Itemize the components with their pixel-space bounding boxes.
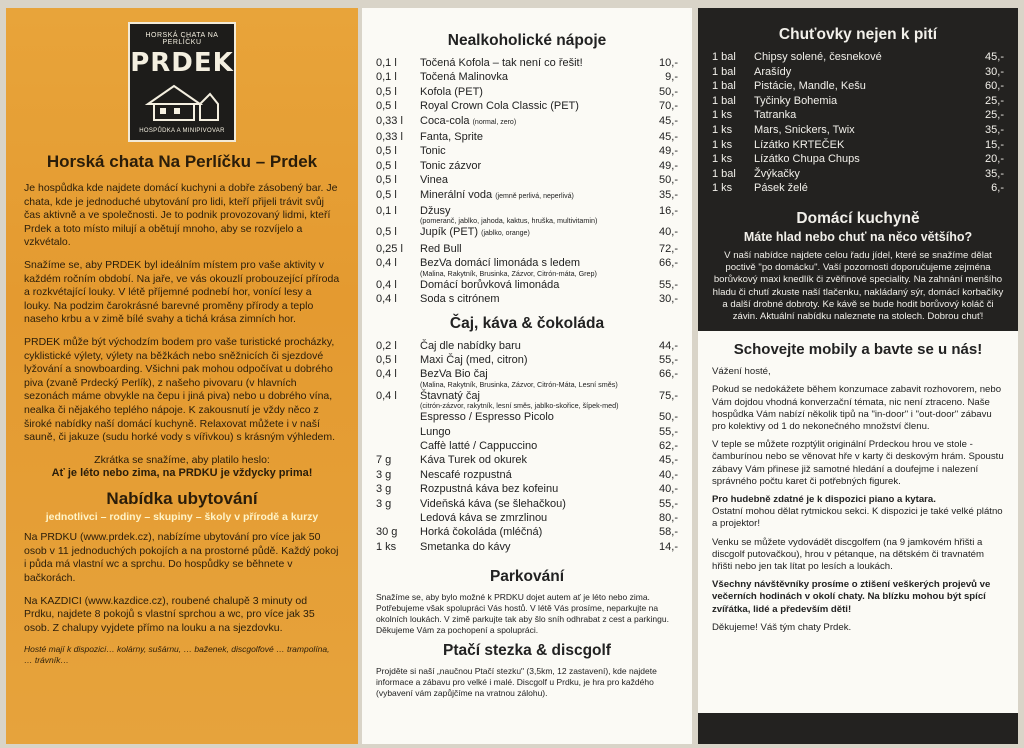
item-name: Káva Turek od okurek: [420, 454, 528, 467]
item-quantity: [376, 511, 420, 525]
parking-text: Snažíme se, aby bylo možné k PRDKU dojet autem ať je léto nebo zima. Potřebujeme však spolupráci Vás hostů. V létě Vás prosíme, neparkujte na okolních loukách. V zimě parkujte tak aby šlo sníh odhrabat z cest a parkingu. Děkujeme Vám za pochopení a spolupráci.: [376, 592, 669, 636]
item-quantity: 0,5 l: [376, 226, 397, 239]
menu-item-row: [376, 99, 678, 113]
item-quantity: 0,5 l: [376, 100, 397, 113]
item-name: Ledová káva se zmrzlinou: [420, 511, 548, 524]
about-panel: [6, 8, 358, 744]
item-price: 55,-: [659, 497, 678, 510]
item-quantity: 1 ks: [376, 540, 397, 553]
item-description: (citrón-zázvor, rakytník, lesní směs, jablko-skořice, šípek-med): [420, 401, 619, 411]
item-name: Pásek želé: [754, 182, 808, 195]
phones-box: [698, 331, 1018, 713]
item-quantity: 30 g: [376, 526, 398, 539]
item-price: 55,-: [659, 278, 678, 291]
phones-paragraph-3: Ostatní mohou dělat rytmickou sekci. K dispozici je také velké plátno a projektor!: [712, 506, 1003, 530]
logo-name: PRDEK: [130, 48, 234, 78]
item-price: 35,-: [985, 123, 1004, 136]
item-quantity: 0,1 l: [376, 57, 397, 69]
phones-paragraph-1: Pokud se nedokážete během konzumace zabavit rozhovorem, nebo Vám dojdou vhodná konverzační témata, nic není ztraceno. Naše hospůdka Vám nabízí několik tipů na "in-door" i "out-door" zábavu pro kolektivy od 1 do nekonečného množství členu.: [712, 384, 1002, 432]
item-name: Tonic zázvor: [420, 159, 482, 172]
item-description: (pomeranč, jablko, jahoda, kaktus, hruška, multivitamin): [420, 216, 598, 226]
item-name: Štavnatý čaj: [420, 389, 480, 402]
menu-item-row: [376, 339, 678, 353]
item-quantity: [376, 439, 420, 453]
item-quantity: 0,4 l: [376, 389, 397, 402]
bird-path-title: Ptačí stezka & discgolf: [443, 642, 611, 660]
item-name: Žvýkačky: [754, 167, 800, 180]
phones-title: Schovejte mobily a bavte se u nás!: [733, 341, 983, 359]
menu-item-row: [376, 114, 678, 130]
item-name: Mars, Snickers, Twix: [754, 123, 855, 136]
item-price: 16,-: [659, 205, 678, 218]
item-quantity: 0,5 l: [376, 174, 397, 187]
menu-item-row: [376, 242, 678, 256]
item-name: Nescafé rozpustná: [420, 468, 512, 481]
menu-item-row: [376, 130, 678, 144]
item-price: 45,-: [659, 114, 678, 127]
phones-paragraph-4: Venku se můžete vydovádět discgolfem (na 9 jamkovém hřišti a discgolf putovačkou), hrou v pétanque, na dětském či travnatém hřišti nebo jen tak lítat po lesích a loukách.: [712, 536, 984, 572]
item-name: Pistácie, Mandle, Kešu: [754, 80, 866, 93]
item-quantity: 3 g: [376, 483, 392, 496]
kitchen-title: Domácí kuchyně: [796, 209, 920, 227]
item-quantity: 0,25 l: [376, 242, 403, 255]
menu-item-row: [376, 482, 678, 496]
item-price: 44,-: [659, 339, 678, 352]
menu-item-row: [376, 540, 678, 554]
item-quantity: 0,5 l: [376, 145, 397, 158]
item-quantity: 1 bal: [712, 80, 736, 93]
item-price: 40,-: [659, 226, 678, 239]
soft-drinks-list: [376, 56, 678, 307]
item-name: Jupík (PET): [420, 226, 479, 239]
menu-item-row: [376, 410, 678, 424]
kitchen-subtitle: Máte hlad nebo chuť na něco většího?: [743, 229, 973, 244]
bird-path-text: Projděte si naší „naučnou Ptačí stezku" (3,5km, 12 zastavení), kde najdete informace a zábavu pro velké i malé. Discgolf u Prdku, je hra pro každého (vybavení vám zapůjčíme na vratnou zálohu).: [376, 666, 657, 699]
item-name: Fanta, Sprite: [420, 131, 483, 144]
item-price: 66,-: [659, 368, 678, 381]
item-price: 35,-: [985, 167, 1004, 180]
item-price: 10,-: [659, 57, 678, 69]
menu-item-row: [376, 511, 678, 525]
item-note: (jemně perlivá, neperlivá): [495, 192, 574, 200]
item-price: 75,-: [659, 389, 678, 402]
item-name: Maxi Čaj (med, citron): [420, 353, 528, 366]
menu-item-row: [712, 108, 1004, 123]
item-price: 35,-: [659, 188, 678, 201]
item-price: 45,-: [985, 51, 1004, 63]
about-paragraph-1: Je hospůdka kde najdete domácí kuchyni a dobře zásobený bar. Je chata, kde je jednoduché ubytování pro lidi, kteří přijeli trávit svůj čas aktivně a ve společnosti. Je to podnik provozovaný lidmi, kteří Prdek a toto místo milují a obětují mnoho, aby se rozvíjelo a vzkvétalo.: [24, 182, 338, 249]
soft-drinks-title: Nealkoholické nápoje: [447, 32, 607, 49]
item-price: 49,-: [659, 145, 678, 158]
phones-greeting: Vážení hosté,: [712, 366, 771, 378]
menu-item-row: [712, 65, 1004, 80]
menu-item-row: [376, 292, 678, 306]
item-quantity: 1 ks: [712, 153, 733, 166]
item-price: 55,-: [659, 425, 678, 438]
about-paragraph-3: PRDEK může být východzím bodem pro vaše turistické procházky, cyklistické výlety, výlety na běžkách nebo sněžnicích či sjezdové lyžování a snowboarding. Všichni pak mohou odpočívat u dobrého piva (zvaně Prdecký Perlík), z našeho pivovaru (v hlavních sezonách máme obvykle na čepu i jiná piva) nebo u dobrého vína, nealka či nějakého teplého nápoje. K zakousnutí je vždy něco z široké nabídky naší domácí kuchyně. Relaxovat můžete i v naší sauně, či jakuze (sudu horké vody s vířivkou) s krásným výhledem.: [24, 335, 336, 444]
item-name: Minerální voda: [420, 188, 493, 201]
item-name: Horká čokoláda (mléčná): [420, 526, 543, 539]
menu-item-row: [376, 173, 678, 187]
item-quantity: 0,1 l: [376, 71, 397, 84]
menu-item-row: [712, 50, 1004, 65]
item-quantity: 0,5 l: [376, 353, 397, 366]
item-quantity: 0,4 l: [376, 293, 397, 306]
item-name: Čaj dle nabídky baru: [420, 339, 521, 352]
item-quantity: 1 bal: [712, 94, 736, 107]
item-quantity: 0,4 l: [376, 257, 397, 270]
item-name: Lungo: [420, 425, 451, 438]
item-quantity: 1 bal: [712, 65, 736, 78]
menu-item-row: [376, 453, 678, 467]
item-quantity: 1 ks: [712, 123, 733, 136]
item-name: Tyčinky Bohemia: [754, 94, 838, 107]
item-name: Videňská káva (se šlehačkou): [420, 497, 566, 510]
item-name: Lízátko Chupa Chups: [754, 153, 860, 166]
accommodation-title: Nabídka ubytování: [106, 489, 258, 509]
hot-drinks-list: [376, 339, 678, 555]
item-name: Red Bull: [420, 242, 462, 255]
item-quantity: 1 ks: [712, 109, 733, 122]
item-name: BezVa domácí limonáda s ledem: [420, 257, 580, 270]
snacks-list: [712, 50, 1004, 196]
accommodation-prdek: Na PRDKU (www.prdek.cz), nabízíme ubytování pro více jak 50 osob v 11 jednoduchých pokojích a na prostorné půdě. Každý pokoj i půda má vlastní wc a sprchu. Do hospůdky se běhnete v bačkorách.: [24, 531, 339, 585]
item-price: 14,-: [659, 540, 678, 553]
motto: Ať je léto nebo zima, na PRDKU je vždycky prima!: [51, 467, 313, 480]
item-name: BezVa Bio čaj: [420, 368, 488, 381]
item-quantity: 0,33 l: [376, 114, 403, 127]
item-price: 45,-: [659, 454, 678, 467]
menu-item-row: [376, 439, 678, 453]
prdek-logo: [128, 22, 236, 142]
item-price: 40,-: [659, 483, 678, 496]
item-name: Chipsy solené, česnekové: [754, 51, 882, 63]
item-price: 20,-: [985, 153, 1004, 166]
item-name: Tonic: [420, 145, 446, 158]
item-price: 66,-: [659, 257, 678, 270]
item-price: 50,-: [659, 85, 678, 98]
menu-item-row: [712, 138, 1004, 153]
item-name: Rozpustná káva bez kofeinu: [420, 483, 559, 496]
menu-item-row: [376, 353, 678, 367]
item-name: Royal Crown Cola Classic (PET): [420, 100, 579, 113]
menu-item-row: [712, 94, 1004, 109]
menu-item-row: [376, 225, 678, 241]
about-paragraph-2: Snažíme se, aby PRDEK byl ideálním místem pro vaše aktivity v každém ročním období. Na jaře, ve vás okouzlí probouzející příroda a rozkvétající louky. V létě příjemné podnebí hor, vonící lesy a louky. Na podzim čarokrásné barevné proměny přírody a teplo naseho krbu a v zimě bílé svahy a tichá krása zimních hor.: [24, 258, 340, 326]
menu-item-row: [712, 167, 1004, 182]
item-quantity: 1 ks: [712, 138, 733, 151]
item-name: Coca-cola: [420, 114, 470, 127]
item-name: Vinea: [420, 174, 448, 187]
menu-item-row: [376, 278, 678, 292]
item-price: 80,-: [659, 511, 678, 524]
item-quantity: 1 bal: [712, 51, 736, 63]
item-name: Kofola (PET): [420, 85, 483, 98]
item-note: (jablko, orange): [481, 230, 530, 238]
phones-paragraph-3-bold: Pro hudebně zdatné je k dispozici piano a kytara.: [712, 493, 936, 505]
menu-item-row: [376, 85, 678, 99]
item-quantity: [376, 425, 420, 439]
item-price: 49,-: [659, 159, 678, 172]
item-name: Espresso / Espresso Picolo: [420, 411, 554, 424]
menu-item-row: [376, 144, 678, 158]
snacks-panel: [698, 8, 1018, 744]
item-price: 25,-: [985, 94, 1004, 107]
hot-drinks-title: Čaj, káva & čokoláda: [449, 314, 605, 332]
logo-bottom-text: HOSPŮDKA A MINIPIVOVAR: [139, 128, 225, 134]
item-name: Domácí borůvková limonáda: [420, 278, 560, 291]
item-quantity: 3 g: [376, 468, 392, 481]
item-price: 9,-: [665, 71, 678, 84]
snacks-title: Chuťovky nejen k pití: [778, 26, 938, 43]
item-description: (Malina, Rakytník, Brusinka, Zázvor, Citrón-Máta, Lesní směs): [420, 379, 618, 389]
menu-item-row: [376, 525, 678, 539]
about-paragraph-4: Zkrátka se snažíme, aby platilo heslo:: [94, 453, 270, 466]
item-price: 60,-: [985, 80, 1004, 93]
menu-item-row: [376, 188, 678, 204]
item-name: Tatranka: [754, 109, 797, 122]
phones-thanks: Děkujeme! Váš tým chaty Prdek.: [712, 621, 852, 633]
item-price: 25,-: [985, 109, 1004, 122]
phones-paragraph-5: Všechny návštěvníky prosíme o ztišení veškerých projevů ve večerních hodinách v okolí chaty. Na blízku mohou být spící zvířátka, lidé a především děti!: [712, 579, 991, 615]
menu-item-row: [376, 425, 678, 439]
item-quantity: 0,1 l: [376, 205, 397, 218]
item-quantity: 1 bal: [712, 167, 736, 180]
menu-item-row: [376, 159, 678, 173]
item-price: 45,-: [659, 131, 678, 144]
parking-title: Parkování: [489, 568, 565, 586]
item-quantity: 7 g: [376, 454, 392, 467]
item-name: Lízátko KRTEČEK: [754, 138, 845, 151]
menu-item-row: [712, 152, 1004, 167]
item-quantity: [376, 410, 420, 424]
item-name: Caffè latté / Cappuccino: [420, 439, 538, 452]
drinks-panel: [362, 8, 692, 744]
menu-item-row: [712, 79, 1004, 94]
item-price: 30,-: [985, 65, 1004, 78]
accommodation-subtitle: jednotlivci – rodiny – skupiny – školy v přírodě a kurzy: [45, 511, 319, 524]
item-quantity: 0,4 l: [376, 278, 397, 291]
chalet-icon: [144, 82, 222, 122]
accommodation-kazdice: Na KAZDICI (www.kazdice.cz), roubené chalupě 3 minuty od Prdku, najdete 8 pokojů s vlastní sprchou a wc, pro více jak 35 osob. Z chalupy vyjdete přímo na louku a na sjezdovku.: [24, 594, 315, 634]
item-price: 72,-: [659, 242, 678, 255]
item-name: Arašídy: [754, 65, 792, 78]
item-price: 50,-: [659, 411, 678, 424]
item-price: 15,-: [985, 138, 1004, 151]
menu-item-row: [376, 70, 678, 84]
item-quantity: 3 g: [376, 497, 392, 510]
menu-item-row: [376, 497, 678, 511]
menu-item-row: [376, 468, 678, 482]
menu-item-row: [376, 56, 678, 70]
item-quantity: 0,4 l: [376, 368, 397, 381]
menu-item-row: [712, 181, 1004, 196]
item-price: 50,-: [659, 174, 678, 187]
item-name: Smetanka do kávy: [420, 540, 511, 553]
phones-paragraph-2: V teple se můžete rozptýlit originální Prdeckou hrou ve stole - čamburínou nebo se věnovat hře v karty či deskovým hrám. Spoustu zábavy Vám přinese již samotné hledání a doufejme i nalezení správného počtu karet či potřebných figurek.: [712, 439, 1004, 487]
accommodation-amenities: Hosté mají k dispozici… kolárny, sušárnu, … baženek, discgolfové … trampolína, … trávník…: [24, 644, 330, 666]
kitchen-text: V naší nabídce najdete celou řadu jídel, které se snažíme dělat poctivě "po domácku". Vaší pozornosti doporučujeme zejména borůvkový maxi knedlík či zvěřinové speciality. Na zahnání menšího hladu či chutí zkuste naší tlačenku, nakládaný sýr, domácí korbačíky a další drobné dobroty. Ke kávě se bude hodit borůvový koláč či závin. Aktuální nabídku naleznete na stolech. Dobrou chuť!: [712, 249, 1004, 322]
item-price: 70,-: [659, 100, 678, 113]
item-quantity: 0,2 l: [376, 339, 397, 352]
item-name: Točená Kofola – tak není co řešit!: [420, 57, 583, 69]
item-name: Soda s citrónem: [420, 293, 500, 306]
item-quantity: 1 ks: [712, 182, 733, 195]
item-price: 6,-: [991, 182, 1004, 195]
item-name: Džusy: [420, 205, 451, 218]
item-description: (Malina, Rakytník, Brusinka, Zázvor, Citrón-máta, Grep): [420, 268, 597, 278]
item-quantity: 0,5 l: [376, 159, 397, 172]
item-name: Točená Malinovka: [420, 71, 509, 84]
menu-item-row: [712, 123, 1004, 138]
logo-top-text: HORSKÁ CHATA NA PERLÍČKU: [145, 32, 219, 46]
item-quantity: 0,33 l: [376, 131, 403, 144]
item-price: 55,-: [659, 353, 678, 366]
item-quantity: 0,5 l: [376, 188, 397, 201]
item-price: 62,-: [659, 439, 678, 452]
item-quantity: 0,5 l: [376, 85, 397, 98]
about-title: Horská chata Na Perlíčku – Prdek: [46, 152, 318, 171]
item-price: 30,-: [659, 293, 678, 306]
item-note: (normal, zero): [472, 118, 517, 126]
item-price: 58,-: [659, 526, 678, 539]
item-price: 40,-: [659, 468, 678, 481]
